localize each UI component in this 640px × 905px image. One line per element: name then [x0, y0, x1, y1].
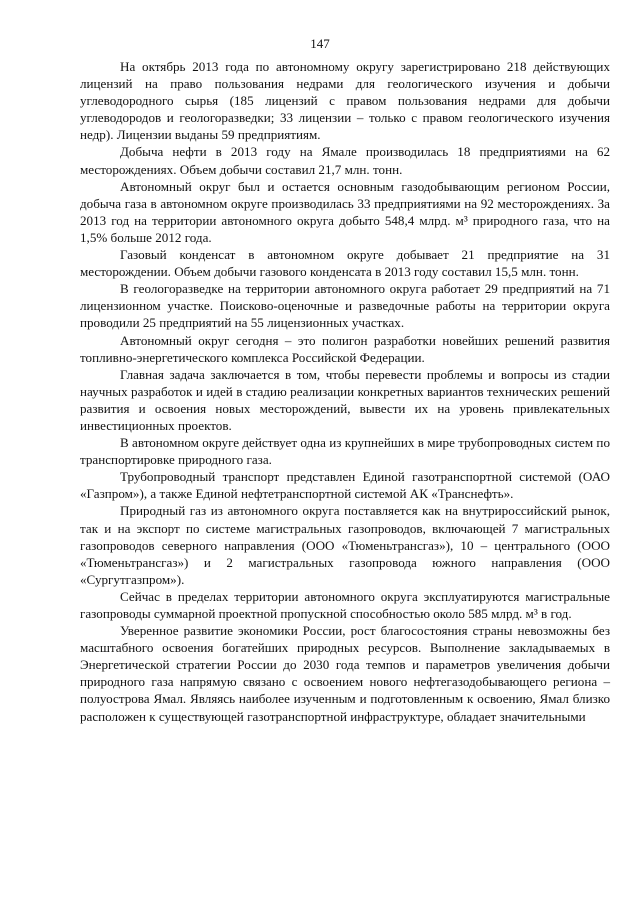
page-number: 147 [310, 36, 330, 51]
paragraph-pipeline-system: В автономном округе действует одна из крупнейших в мире трубопроводных систем по транспортировке природного газа. [80, 435, 610, 468]
paragraph-pipeline-capacity: Сейчас в пределах территории автономного округа эксплуатируются магистральные газопроводы суммарной проектной пропускной способностью около 585 млрд. м³ в год. [80, 588, 610, 621]
paragraph-oil-production: Добыча нефти в 2013 году на Ямале производилась 18 предприятиями на 62 месторождениях. Объем добычи составил 21,7 млн. тонн. [80, 144, 610, 177]
paragraph-testing-ground: Автономный округ сегодня – это полигон разработки новейших решений развития топливно-энергетического комплекса Российской Федерации. [80, 332, 610, 365]
document-body [80, 58, 610, 725]
paragraph-main-task: Главная задача заключается в том, чтобы перевести проблемы и вопросы из стадии научных разработок и идей в стадию реализации конкретных вариантов технических решений развития и освоения новых месторождений, вывести их на уровень привлекательных инвестиционных проектов. [80, 366, 610, 433]
paragraph-licenses: На октябрь 2013 года по автономному округу зарегистрировано 218 действующих лицензий на право пользования недрами для геологического изучения и добычи углеводородного сырья (185 лицензий с правом пользования недрами для добычи углеводородов и геологоразведки; 33 лицензии – только с правом геологического изучения недр). Лицензии выданы 59 предприятиям. [80, 59, 610, 143]
paragraph-geological-exploration: В геологоразведке на территории автономного округа работает 29 предприятий на 71 лицензионном участке. Поисково-оценочные и разведочные работы на территории округа проводили 25 предприятий на 55 лицензионных участках. [80, 281, 610, 331]
paragraph-economic-development: Уверенное развитие экономики России, рост благосостояния страны невозможны без масштабного освоения богатейших природных ресурсов. Выполнение закладываемых в Энергетической стратегии России до 2030 года темпов и параметров увеличения добычи природного газа напрямую связано с освоением нового нефтегазодобывающего региона – полуострова Ямал. Являясь наиболее изученным и подготовленным к освоению, Ямал близко расположен к существующей газотранспортной инфраструктуре, обладает значительными [80, 623, 610, 724]
paragraph-gas-production: Автономный округ был и остается основным газодобывающим регионом России, добыча газа в автономном округе производилась 33 предприятиями на 92 месторождениях. За 2013 год на территории автономного округа добыто 548,4 млрд. м³ природного газа, что на 1,5% больше 2012 года. [80, 178, 610, 245]
paragraph-pipeline-transport: Трубопроводный транспорт представлен Единой газотранспортной системой (ОАО «Газпром»), а также Единой нефтетранспортной системой АК «Транснефть». [80, 469, 610, 502]
paragraph-gas-condensate: Газовый конденсат в автономном округе добывает 21 предприятие на 31 месторождении. Объем добычи газового конденсата в 2013 году составил 15,5 млн. тонн. [80, 247, 610, 280]
paragraph-gas-supply: Природный газ из автономного округа поставляется как на внутрироссийский рынок, так и на экспорт по системе магистральных газопроводов, включающей 7 магистральных газопроводов северного направления (ООО «Тюменьтрансгаз»), 10 – центрального (ООО «Тюменьтрансгаз») и 2 магистральных газопровода южного направления (ООО «Сургутгазпром»). [80, 503, 610, 587]
